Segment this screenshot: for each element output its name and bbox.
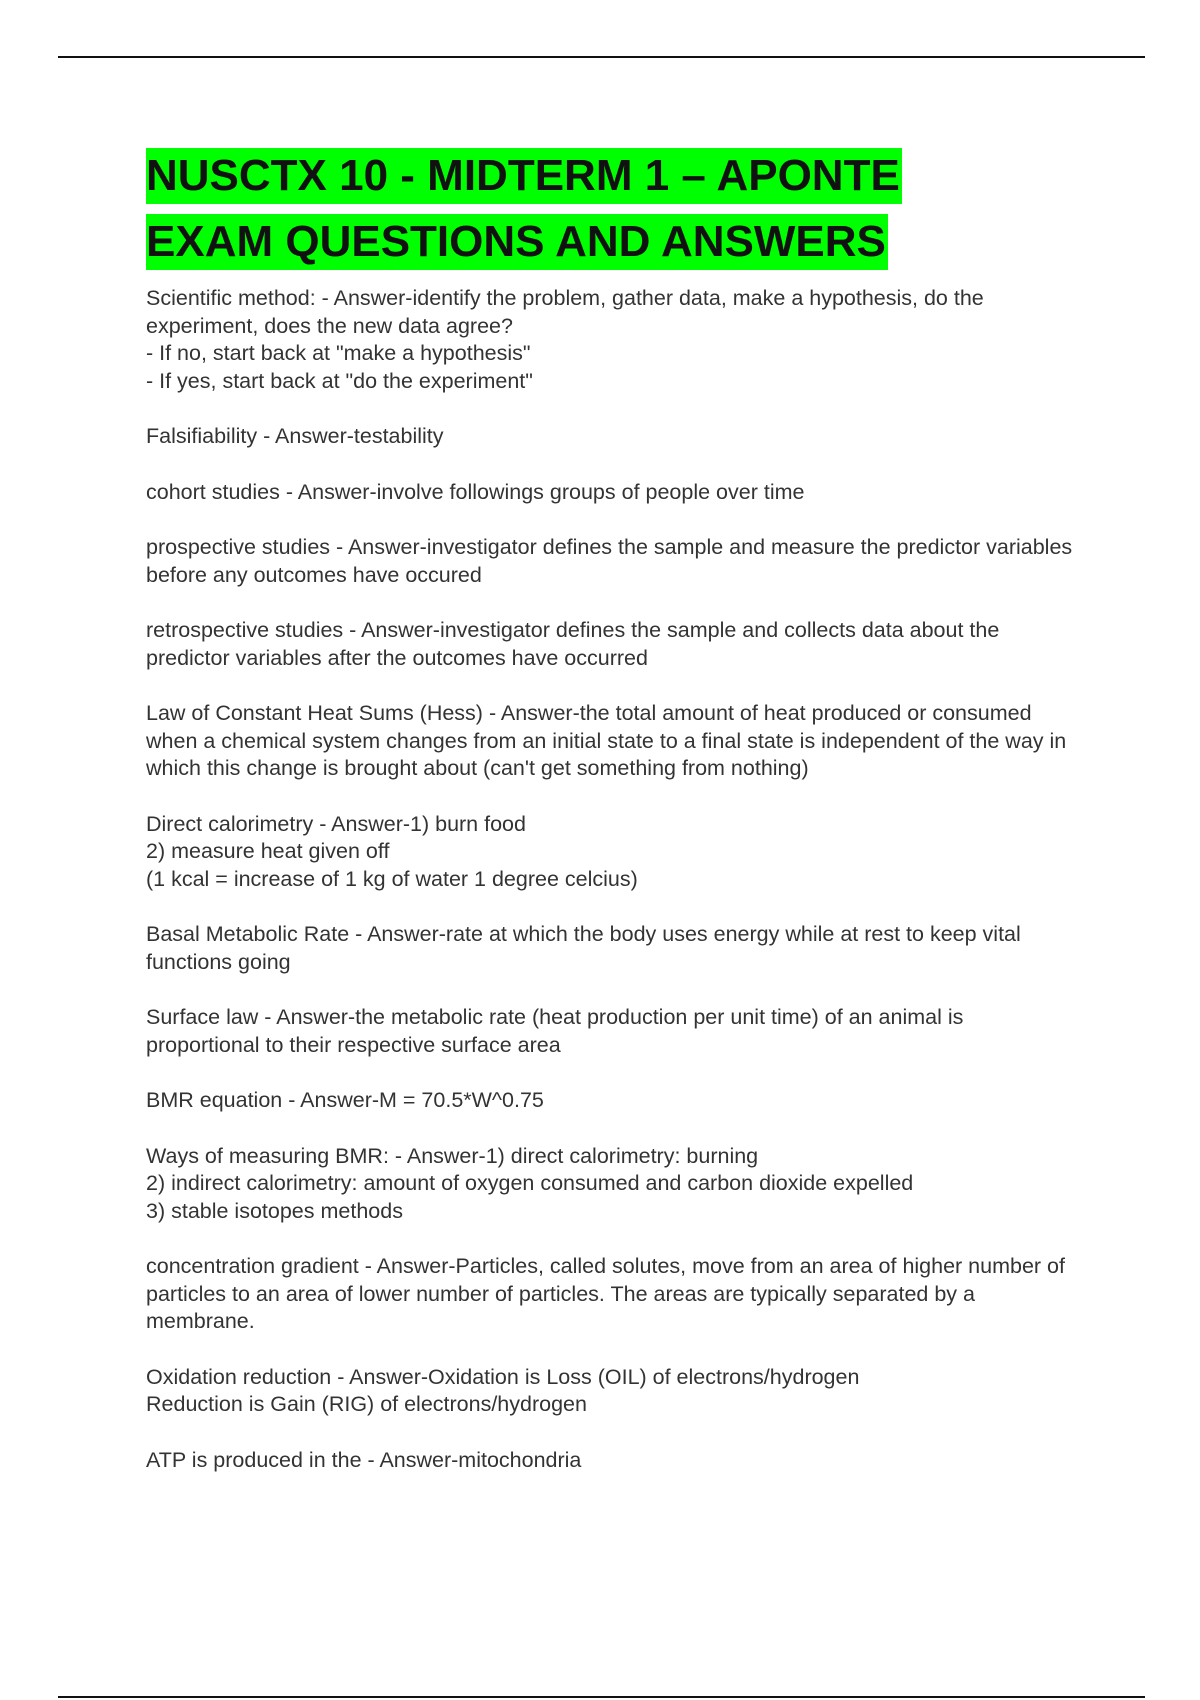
title-line-1: NUSCTX 10 - MIDTERM 1 – APONTE — [146, 148, 902, 204]
title-line-2: EXAM QUESTIONS AND ANSWERS — [146, 214, 888, 270]
bottom-rule — [58, 1696, 1145, 1698]
qa-line: Basal Metabolic Rate - Answer-rate at which the body uses energy while at rest to keep vital functions going — [146, 922, 1021, 974]
qa-line: cohort studies - Answer-involve followings groups of people over time — [146, 479, 805, 504]
qa-item-falsifiability — [146, 423, 1076, 451]
qa-line: Scientific method: - Answer-identify the problem, gather data, make a hypothesis, do the experiment, does the new data agree? — [146, 286, 984, 338]
qa-item-atp — [146, 1447, 1076, 1475]
qa-line: 3) stable isotopes methods — [146, 1198, 403, 1223]
qa-line: Oxidation reduction - Answer-Oxidation is Loss (OIL) of electrons/hydrogen — [146, 1364, 860, 1389]
qa-line: Falsifiability - Answer-testability — [146, 424, 444, 448]
qa-line: Direct calorimetry - Answer-1) burn food — [146, 811, 526, 836]
qa-line: retrospective studies - Answer-investigator defines the sample and collects data about the predictor variables after the outcomes have occurred — [146, 618, 1000, 670]
qa-item-basal-metabolic-rate — [146, 921, 1076, 976]
qa-line: 2) measure heat given off — [146, 839, 390, 863]
qa-line: (1 kcal = increase of 1 kg of water 1 degree celcius) — [146, 866, 638, 891]
qa-line: - If no, start back at "make a hypothesis" — [146, 341, 531, 365]
qa-line: ATP is produced in the - Answer-mitochondria — [146, 1447, 582, 1472]
qa-item-concentration-gradient — [146, 1253, 1076, 1336]
qa-line: - If yes, start back at "do the experiment" — [146, 368, 533, 393]
qa-item-scientific-method — [146, 285, 1076, 395]
qa-line: concentration gradient - Answer-Particles, called solutes, move from an area of higher number of particles to an area of lower number of particles. The areas are typically separated by a membrane. — [146, 1254, 1065, 1333]
document-title — [146, 148, 1046, 280]
qa-item-measuring-bmr — [146, 1143, 1076, 1226]
qa-line: Ways of measuring BMR: - Answer-1) direct calorimetry: burning — [146, 1143, 759, 1168]
qa-line: Surface law - Answer-the metabolic rate (heat production per unit time) of an animal is proportional to their respective surface area — [146, 1005, 964, 1057]
qa-item-surface-law — [146, 1004, 1076, 1059]
qa-line: BMR equation - Answer-M = 70.5*W^0.75 — [146, 1088, 544, 1112]
qa-line: 2) indirect calorimetry: amount of oxygen consumed and carbon dioxide expelled — [146, 1171, 914, 1195]
qa-item-cohort-studies — [146, 479, 1076, 507]
qa-line: prospective studies - Answer-investigator defines the sample and measure the predictor variables before any outcomes have occured — [146, 535, 1073, 587]
qa-item-prospective-studies — [146, 534, 1076, 589]
qa-item-hess-law — [146, 700, 1076, 783]
qa-item-bmr-equation — [146, 1087, 1076, 1115]
top-rule — [58, 56, 1145, 58]
qa-list — [146, 285, 1076, 1502]
qa-line: Reduction is Gain (RIG) of electrons/hydrogen — [146, 1392, 587, 1416]
qa-item-retrospective-studies — [146, 617, 1076, 672]
qa-item-oxidation-reduction — [146, 1364, 1076, 1419]
qa-line: Law of Constant Heat Sums (Hess) - Answer-the total amount of heat produced or consumed when a chemical system changes from an initial state to a final state is independent of the way in which this change is brought about (can't get something from nothing) — [146, 701, 1067, 780]
qa-item-direct-calorimetry — [146, 811, 1076, 894]
